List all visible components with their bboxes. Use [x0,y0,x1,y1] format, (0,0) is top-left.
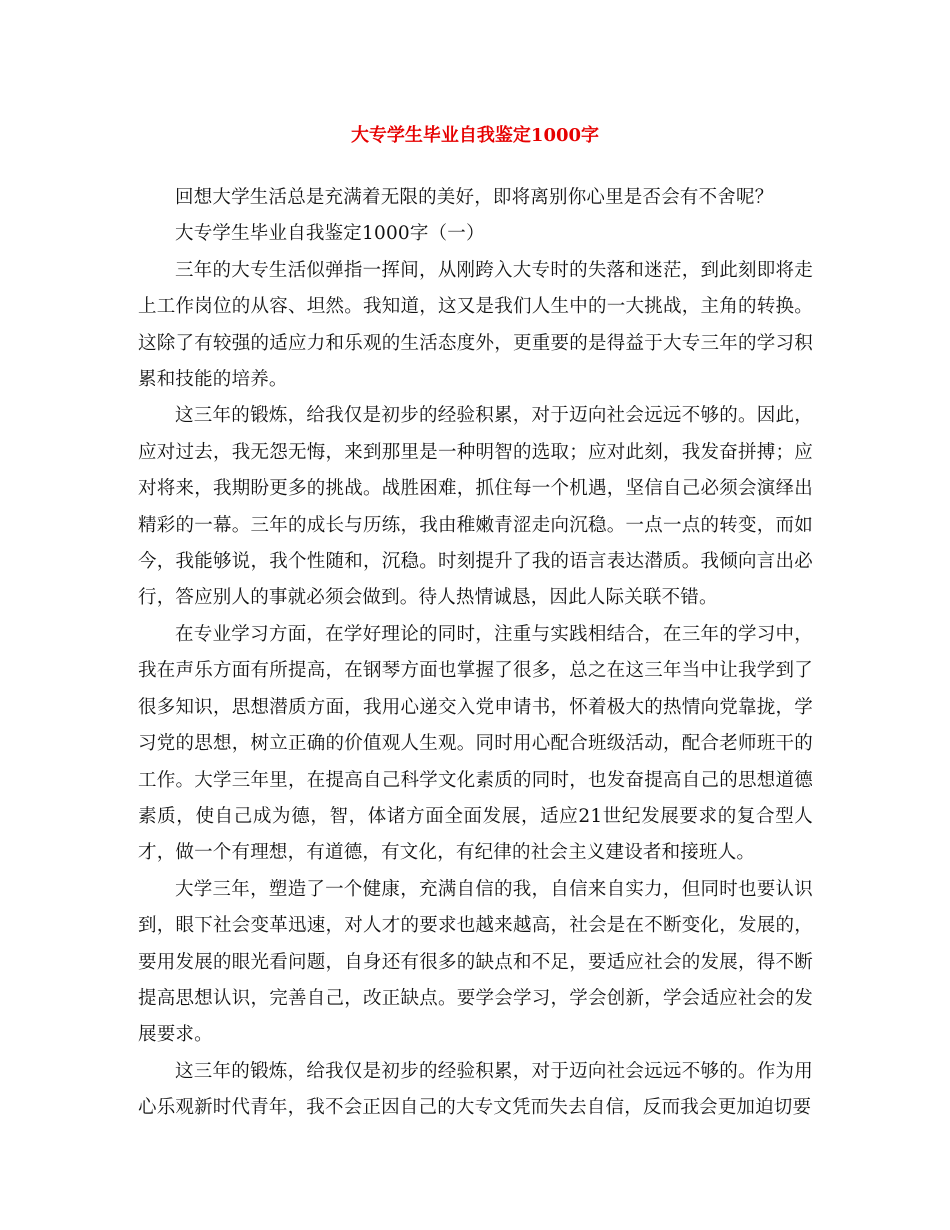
body-paragraph: 这三年的锻炼，给我仅是初步的经验积累，对于迈向社会远远不够的。因此，应对过去，我无怨无悔，来到那里是一种明智的选取；应对此刻，我发奋拼搏；应对将来，我期盼更多的挑战。战胜困难，抓住每一个机遇，坚信自己必须会演绎出精彩的一幕。三年的成长与历练，我由稚嫩青涩走向沉稳。一点一点的转变，而如今，我能够说，我个性随和，沉稳。时刻提升了我的语言表达潜质。我倾向言出必行，答应别人的事就必须会做到。待人热情诚恳，因此人际关联不错。 [138,405,813,609]
intro-paragraph: 回想大学生活总是充满着无限的美好，即将离别你心里是否会有不舍呢？ [175,187,774,208]
body-paragraph: 三年的大专生活似弹指一挥间，从刚跨入大专时的失落和迷茫，到此刻即将走上工作岗位的从容、坦然。我知道，这又是我们人生中的一大挑战，主角的转换。这除了有较强的适应力和乐观的生活态度外，更重要的是得益于大专三年的学习积累和技能的培养。 [138,259,813,391]
body-paragraph: 大学三年，塑造了一个健康，充满自信的我，自信来自实力，但同时也要认识到，眼下社会变革迅速，对人才的要求也越来越高，社会是在不断变化，发展的，要用发展的眼光看问题，自身还有很多的缺点和不足，要适应社会的发展，得不断提高思想认识，完善自己，改正缺点。要学会学习，学会创新，学会适应社会的发展要求。 [138,878,813,1046]
section-heading: 大专学生毕业自我鉴定1000字（一） [175,223,485,245]
body-paragraph: 这三年的锻炼，给我仅是初步的经验积累，对于迈向社会远远不够的。作为用心乐观新时代青年，我不会正因自己的大专文凭而失去自信，反而我会更加迫切要 [138,1060,813,1119]
document-body [138,180,813,1127]
body-paragraph: 在专业学习方面，在学好理论的同时，注重与实践相结合，在三年的学习中，我在声乐方面有所提高，在钢琴方面也掌握了很多，总之在这三年当中让我学到了很多知识，思想潜质方面，我用心递交入党申请书，怀着极大的热情向党靠拢，学习党的思想，树立正确的价值观人生观。同时用心配合班级活动，配合老师班干的工作。大学三年里，在提高自己科学文化素质的同时，也发奋提高自己的思想道德素质，使自己成为德，智，体诸方面全面发展，适应21世纪发展要求的复合型人才，做一个有理想，有道德，有文化，有纪律的社会主义建设者和接班人。 [138,623,813,864]
document-title: 大专学生毕业自我鉴定1000字 [350,125,600,146]
